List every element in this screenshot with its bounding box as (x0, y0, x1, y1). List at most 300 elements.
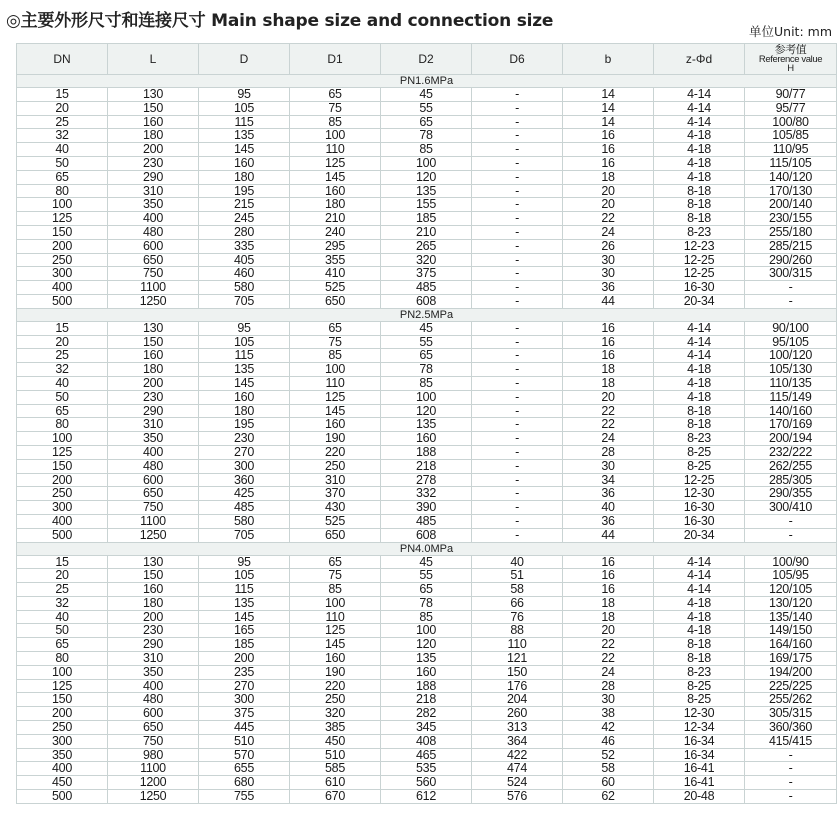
cell-reference-h: 120/105 (745, 583, 837, 597)
cell-dn: 300 (17, 267, 108, 281)
cell-reference-h: 169/175 (745, 652, 837, 666)
cell-d: 145 (199, 610, 290, 624)
cell-b: 46 (563, 734, 654, 748)
cell-z-phi-d: 12-25 (654, 473, 745, 487)
cell-d6: - (472, 170, 563, 184)
cell-l: 1100 (108, 281, 199, 295)
cell-l: 400 (108, 445, 199, 459)
cell-l: 480 (108, 225, 199, 239)
cell-reference-h: 200/140 (745, 198, 837, 212)
cell-b: 18 (563, 376, 654, 390)
cell-z-phi-d: 4-14 (654, 321, 745, 335)
table-row (17, 638, 837, 652)
table-row (17, 665, 837, 679)
cell-d6: - (472, 487, 563, 501)
cell-d6: 576 (472, 790, 563, 804)
cell-b: 42 (563, 721, 654, 735)
title-cn: 主要外形尺寸和连接尺寸 (20, 11, 206, 31)
cell-l: 1250 (108, 790, 199, 804)
cell-l: 290 (108, 170, 199, 184)
cell-d1: 160 (290, 652, 381, 666)
table-row (17, 418, 837, 432)
cell-l: 230 (108, 624, 199, 638)
table-row (17, 762, 837, 776)
cell-d1: 190 (290, 665, 381, 679)
cell-dn: 500 (17, 294, 108, 308)
table-row (17, 776, 837, 790)
cell-d: 95 (199, 321, 290, 335)
cell-d1: 670 (290, 790, 381, 804)
cell-b: 52 (563, 748, 654, 762)
cell-l: 180 (108, 596, 199, 610)
cell-dn: 40 (17, 610, 108, 624)
cell-dn: 100 (17, 432, 108, 446)
cell-b: 16 (563, 583, 654, 597)
cell-d: 105 (199, 569, 290, 583)
cell-b: 14 (563, 115, 654, 129)
cell-l: 150 (108, 335, 199, 349)
cell-d1: 75 (290, 335, 381, 349)
cell-d2: 345 (381, 721, 472, 735)
cell-z-phi-d: 8-18 (654, 638, 745, 652)
column-header-b: b (563, 44, 654, 75)
cell-d2: 265 (381, 239, 472, 253)
cell-z-phi-d: 4-14 (654, 569, 745, 583)
cell-dn: 50 (17, 624, 108, 638)
table-row (17, 596, 837, 610)
cell-dn: 200 (17, 473, 108, 487)
table-row (17, 693, 837, 707)
table-row (17, 335, 837, 349)
reference-label-cn: 参考值 (774, 44, 807, 56)
cell-d1: 110 (290, 610, 381, 624)
cell-reference-h: 115/105 (745, 156, 837, 170)
cell-d1: 410 (290, 267, 381, 281)
cell-z-phi-d: 16-41 (654, 762, 745, 776)
cell-d1: 610 (290, 776, 381, 790)
cell-reference-h: 90/100 (745, 321, 837, 335)
cell-d1: 85 (290, 583, 381, 597)
table-row (17, 88, 837, 102)
cell-l: 350 (108, 665, 199, 679)
cell-dn: 250 (17, 253, 108, 267)
cell-dn: 150 (17, 459, 108, 473)
cell-b: 20 (563, 184, 654, 198)
section-row (17, 75, 837, 88)
cell-z-phi-d: 8-25 (654, 445, 745, 459)
cell-dn: 350 (17, 748, 108, 762)
cell-d1: 65 (290, 321, 381, 335)
cell-d: 580 (199, 514, 290, 528)
table-row (17, 184, 837, 198)
cell-l: 1200 (108, 776, 199, 790)
cell-b: 58 (563, 762, 654, 776)
cell-d6: - (472, 335, 563, 349)
section-label: PN4.0MPa (17, 542, 837, 555)
cell-b: 44 (563, 528, 654, 542)
cell-d: 160 (199, 390, 290, 404)
cell-d2: 608 (381, 528, 472, 542)
cell-d6: 110 (472, 638, 563, 652)
cell-d1: 190 (290, 432, 381, 446)
cell-dn: 100 (17, 665, 108, 679)
cell-d1: 65 (290, 555, 381, 569)
column-header-l: L (108, 44, 199, 75)
cell-d2: 465 (381, 748, 472, 762)
cell-l: 150 (108, 569, 199, 583)
cell-dn: 200 (17, 239, 108, 253)
cell-dn: 32 (17, 129, 108, 143)
cell-dn: 150 (17, 225, 108, 239)
cell-b: 22 (563, 638, 654, 652)
cell-d6: - (472, 501, 563, 515)
cell-z-phi-d: 4-18 (654, 170, 745, 184)
cell-z-phi-d: 16-41 (654, 776, 745, 790)
cell-d6: - (472, 156, 563, 170)
cell-d2: 375 (381, 267, 472, 281)
cell-d1: 180 (290, 198, 381, 212)
cell-d6: - (472, 88, 563, 102)
cell-d1: 75 (290, 569, 381, 583)
table-row (17, 212, 837, 226)
cell-l: 310 (108, 652, 199, 666)
table-row (17, 376, 837, 390)
cell-b: 18 (563, 170, 654, 184)
cell-d1: 450 (290, 734, 381, 748)
table-row (17, 721, 837, 735)
cell-d6: - (472, 418, 563, 432)
cell-dn: 200 (17, 707, 108, 721)
cell-d1: 110 (290, 143, 381, 157)
cell-dn: 400 (17, 514, 108, 528)
cell-d2: 485 (381, 281, 472, 295)
cell-d2: 535 (381, 762, 472, 776)
cell-d: 115 (199, 349, 290, 363)
table-row (17, 143, 837, 157)
cell-d6: 58 (472, 583, 563, 597)
cell-d1: 385 (290, 721, 381, 735)
cell-d6: - (472, 459, 563, 473)
cell-b: 36 (563, 514, 654, 528)
cell-d2: 282 (381, 707, 472, 721)
table-row (17, 281, 837, 295)
cell-dn: 25 (17, 115, 108, 129)
cell-d1: 370 (290, 487, 381, 501)
cell-b: 20 (563, 624, 654, 638)
cell-b: 36 (563, 281, 654, 295)
cell-l: 180 (108, 129, 199, 143)
table-row (17, 790, 837, 804)
cell-z-phi-d: 20-34 (654, 528, 745, 542)
cell-b: 22 (563, 652, 654, 666)
cell-reference-h: 140/160 (745, 404, 837, 418)
cell-b: 28 (563, 679, 654, 693)
cell-reference-h: 255/262 (745, 693, 837, 707)
cell-d: 235 (199, 665, 290, 679)
cell-reference-h: 285/305 (745, 473, 837, 487)
cell-d: 705 (199, 528, 290, 542)
cell-d1: 650 (290, 528, 381, 542)
cell-z-phi-d: 12-25 (654, 267, 745, 281)
cell-z-phi-d: 8-18 (654, 212, 745, 226)
cell-d: 270 (199, 445, 290, 459)
cell-l: 600 (108, 239, 199, 253)
cell-dn: 40 (17, 376, 108, 390)
cell-b: 20 (563, 390, 654, 404)
cell-dn: 125 (17, 212, 108, 226)
cell-d1: 250 (290, 459, 381, 473)
cell-reference-h: 95/77 (745, 101, 837, 115)
cell-l: 290 (108, 638, 199, 652)
column-header-d1: D1 (290, 44, 381, 75)
cell-l: 400 (108, 212, 199, 226)
cell-d1: 145 (290, 638, 381, 652)
cell-d6: - (472, 432, 563, 446)
cell-d1: 125 (290, 624, 381, 638)
cell-l: 230 (108, 390, 199, 404)
cell-dn: 25 (17, 583, 108, 597)
cell-d2: 608 (381, 294, 472, 308)
cell-b: 22 (563, 404, 654, 418)
cell-d: 105 (199, 335, 290, 349)
cell-b: 18 (563, 610, 654, 624)
cell-l: 200 (108, 143, 199, 157)
cell-z-phi-d: 8-25 (654, 679, 745, 693)
cell-d2: 55 (381, 101, 472, 115)
cell-d6: - (472, 445, 563, 459)
cell-dn: 400 (17, 281, 108, 295)
table-row (17, 129, 837, 143)
cell-dn: 250 (17, 721, 108, 735)
table-row (17, 239, 837, 253)
cell-d2: 320 (381, 253, 472, 267)
cell-d2: 100 (381, 390, 472, 404)
cell-l: 750 (108, 734, 199, 748)
cell-d1: 145 (290, 404, 381, 418)
cell-reference-h: 100/90 (745, 555, 837, 569)
cell-d2: 485 (381, 514, 472, 528)
cell-d1: 100 (290, 129, 381, 143)
cell-dn: 125 (17, 679, 108, 693)
table-row (17, 267, 837, 281)
cell-d6: 364 (472, 734, 563, 748)
cell-d2: 408 (381, 734, 472, 748)
cell-d2: 185 (381, 212, 472, 226)
cell-b: 14 (563, 101, 654, 115)
table-row (17, 501, 837, 515)
cell-d6: - (472, 101, 563, 115)
cell-d1: 320 (290, 707, 381, 721)
cell-d2: 120 (381, 638, 472, 652)
cell-d: 270 (199, 679, 290, 693)
table-row (17, 432, 837, 446)
cell-z-phi-d: 8-18 (654, 652, 745, 666)
cell-dn: 20 (17, 569, 108, 583)
title-en: Main shape size and connection size (211, 11, 554, 31)
cell-d2: 100 (381, 624, 472, 638)
cell-d6: 176 (472, 679, 563, 693)
cell-d: 230 (199, 432, 290, 446)
cell-dn: 50 (17, 390, 108, 404)
table-row (17, 349, 837, 363)
cell-d1: 85 (290, 115, 381, 129)
cell-b: 36 (563, 487, 654, 501)
table-row (17, 555, 837, 569)
cell-l: 180 (108, 363, 199, 377)
cell-b: 16 (563, 129, 654, 143)
cell-d1: 110 (290, 376, 381, 390)
cell-d: 680 (199, 776, 290, 790)
reference-label-en: Reference value (758, 54, 823, 65)
cell-b: 16 (563, 349, 654, 363)
cell-b: 16 (563, 555, 654, 569)
cell-d: 145 (199, 143, 290, 157)
cell-d: 115 (199, 583, 290, 597)
cell-d2: 45 (381, 88, 472, 102)
cell-z-phi-d: 4-18 (654, 363, 745, 377)
cell-l: 310 (108, 184, 199, 198)
cell-dn: 300 (17, 734, 108, 748)
cell-d2: 78 (381, 363, 472, 377)
cell-reference-h: 105/85 (745, 129, 837, 143)
cell-d6: 66 (472, 596, 563, 610)
cell-b: 30 (563, 253, 654, 267)
cell-reference-h: - (745, 748, 837, 762)
cell-z-phi-d: 8-23 (654, 665, 745, 679)
cell-d6: 260 (472, 707, 563, 721)
cell-l: 230 (108, 156, 199, 170)
cell-l: 1100 (108, 514, 199, 528)
cell-d: 445 (199, 721, 290, 735)
table-row (17, 583, 837, 597)
section-row (17, 308, 837, 321)
cell-d6: - (472, 321, 563, 335)
cell-d6: 313 (472, 721, 563, 735)
cell-d2: 78 (381, 596, 472, 610)
cell-dn: 65 (17, 638, 108, 652)
cell-d2: 85 (381, 376, 472, 390)
cell-d: 405 (199, 253, 290, 267)
cell-d6: - (472, 253, 563, 267)
cell-d2: 65 (381, 115, 472, 129)
cell-dn: 15 (17, 88, 108, 102)
cell-l: 350 (108, 432, 199, 446)
cell-d2: 218 (381, 693, 472, 707)
cell-z-phi-d: 16-30 (654, 514, 745, 528)
cell-b: 30 (563, 693, 654, 707)
cell-d: 200 (199, 652, 290, 666)
cell-l: 600 (108, 473, 199, 487)
cell-z-phi-d: 16-34 (654, 748, 745, 762)
cell-l: 980 (108, 748, 199, 762)
cell-b: 44 (563, 294, 654, 308)
cell-reference-h: 90/77 (745, 88, 837, 102)
table-row (17, 569, 837, 583)
cell-dn: 100 (17, 198, 108, 212)
cell-d2: 45 (381, 321, 472, 335)
cell-z-phi-d: 12-34 (654, 721, 745, 735)
cell-z-phi-d: 8-23 (654, 225, 745, 239)
cell-reference-h: - (745, 281, 837, 295)
cell-d1: 210 (290, 212, 381, 226)
cell-dn: 300 (17, 501, 108, 515)
cell-z-phi-d: 8-18 (654, 198, 745, 212)
table-row (17, 404, 837, 418)
cell-d2: 390 (381, 501, 472, 515)
cell-z-phi-d: 4-18 (654, 610, 745, 624)
cell-z-phi-d: 16-30 (654, 281, 745, 295)
cell-z-phi-d: 8-25 (654, 693, 745, 707)
cell-b: 18 (563, 596, 654, 610)
cell-d6: - (472, 281, 563, 295)
cell-reference-h: 232/222 (745, 445, 837, 459)
cell-z-phi-d: 20-34 (654, 294, 745, 308)
cell-d1: 100 (290, 596, 381, 610)
cell-reference-h: - (745, 776, 837, 790)
cell-d: 135 (199, 129, 290, 143)
cell-dn: 80 (17, 184, 108, 198)
column-header-reference-h (745, 44, 837, 75)
cell-reference-h: - (745, 514, 837, 528)
cell-d: 195 (199, 184, 290, 198)
cell-dn: 80 (17, 418, 108, 432)
cell-z-phi-d: 4-14 (654, 115, 745, 129)
cell-d1: 160 (290, 418, 381, 432)
cell-d: 460 (199, 267, 290, 281)
cell-d6: - (472, 363, 563, 377)
cell-d6: - (472, 143, 563, 157)
cell-d6: - (472, 294, 563, 308)
cell-dn: 450 (17, 776, 108, 790)
cell-d2: 160 (381, 432, 472, 446)
column-header-d2: D2 (381, 44, 472, 75)
cell-d: 95 (199, 88, 290, 102)
cell-d: 245 (199, 212, 290, 226)
cell-l: 750 (108, 501, 199, 515)
cell-dn: 40 (17, 143, 108, 157)
cell-reference-h: 115/149 (745, 390, 837, 404)
table-row (17, 253, 837, 267)
cell-d2: 85 (381, 143, 472, 157)
cell-b: 24 (563, 665, 654, 679)
cell-d1: 85 (290, 349, 381, 363)
cell-d6: 88 (472, 624, 563, 638)
cell-reference-h: 164/160 (745, 638, 837, 652)
cell-d: 375 (199, 707, 290, 721)
cell-d6: 40 (472, 555, 563, 569)
cell-b: 16 (563, 335, 654, 349)
cell-reference-h: 285/215 (745, 239, 837, 253)
cell-d6: - (472, 528, 563, 542)
cell-z-phi-d: 20-48 (654, 790, 745, 804)
cell-dn: 150 (17, 693, 108, 707)
cell-d: 510 (199, 734, 290, 748)
cell-reference-h: 194/200 (745, 665, 837, 679)
cell-d2: 188 (381, 679, 472, 693)
cell-d: 145 (199, 376, 290, 390)
cell-d: 300 (199, 693, 290, 707)
cell-d1: 145 (290, 170, 381, 184)
cell-dn: 15 (17, 321, 108, 335)
cell-l: 160 (108, 349, 199, 363)
cell-z-phi-d: 4-14 (654, 555, 745, 569)
title-symbol: ◎ (6, 11, 21, 31)
cell-d: 755 (199, 790, 290, 804)
cell-d2: 160 (381, 665, 472, 679)
cell-reference-h: 230/155 (745, 212, 837, 226)
cell-l: 1250 (108, 294, 199, 308)
cell-l: 480 (108, 459, 199, 473)
